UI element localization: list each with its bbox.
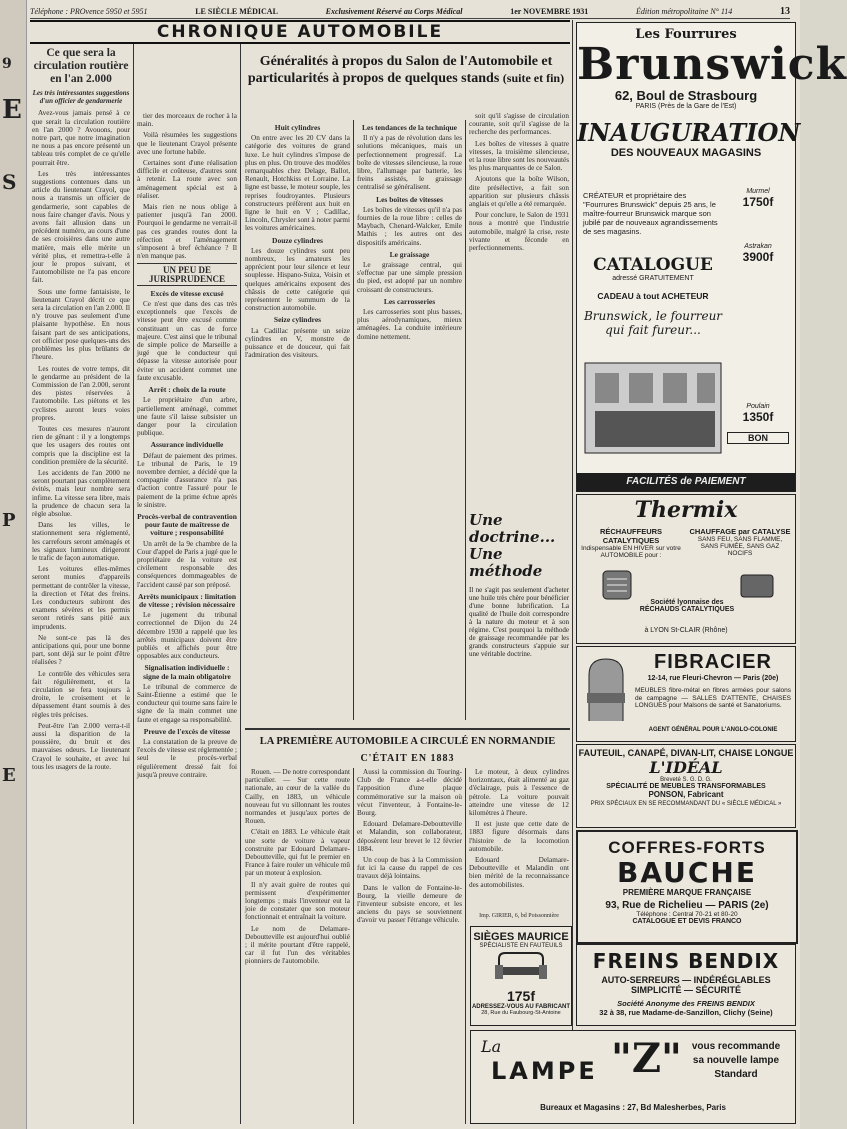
column-rule — [572, 20, 573, 1124]
article-paragraph: Le jugement du tribunal correctionnel de Dijon du 24 décembre 1930 a rappelé que les arrêtés municipaux doivent être publiés et affichés pour être opposables aux conducteurs. — [137, 611, 237, 661]
ideal-brand: L'IDÉAL — [649, 758, 723, 777]
article-paragraph: Le tribunal de commerce de Saint-Étienne a estimé que le conducteur qui tourne sans faire le signe de la main commet une faute et engage sa responsabilité. — [137, 682, 237, 724]
article-paragraph: Il est juste que cette date de 1883 figure désormais dans l'histoire de la locomotion automobile. — [469, 820, 569, 853]
freins-bendix-ad — [576, 944, 796, 1026]
ideal-headline: FAUTEUIL, CANAPÉ, DIVAN-LIT, CHAISE LONGUE — [578, 748, 794, 758]
article-paragraph: Toutes ces mesures n'auront rien de gênant : il y a longtemps que les usagers des routes ont compris que la discipline est la condition première de la sécurité. — [32, 424, 130, 466]
price-label: Astrakan — [744, 243, 772, 250]
article-paragraph: La Cadillac présente un seize cylindres en V, monstre de puissance et de douceur, qui fait l'admiration des visiteurs. — [245, 326, 350, 360]
bottom-article-col1 — [245, 768, 350, 1124]
center-title-suffix: (suite et fin) — [502, 71, 565, 85]
article-paragraph: Ajoutons que la boîte Wilson, dite présélective, a fait son apparition sur plusieurs châssis anglais et qu'elle a été remarquée. — [469, 175, 569, 209]
column-rule — [353, 120, 354, 720]
center-title-text: Généralités à propos du Salon de l'Automobile et particularités à propos de quelques stands — [247, 54, 553, 86]
header-date: 1er NOVEMBRE 1931 — [510, 6, 589, 16]
adjacent-page-edge: 9 E S P E — [0, 0, 27, 1129]
article-paragraph: Les boîtes de vitesses à quatre vitesses, la troisième silencieuse, et la roue libre sont les nouveautés les plus marquantes de ce Salon. — [469, 139, 569, 173]
article-paragraph: Ce n'est que dans des cas très exceptionnels que l'excès de vitesse peut être excusé comme constituant un cas de force majeure. C'est ainsi que le tribunal de simple police de Marseille a jugé que le conducteur qui dépasse la vitesse autorisée pour éviter un accident commet une faute excusable. — [137, 300, 237, 382]
article-paragraph: On entre avec les 20 CV dans la catégorie des voitures de grand luxe. Le huit cylindres s'impose de plus en plus. On trouve des modèles remarquables chez Delage, Ballot, Renault, Hotchkiss et Lorraine. La ligne est basse, le moteur souple, les reprises foudroyantes. Plusieurs constructeurs préfèrent aux huit en ligne le huit en V ; Cadillac, Lincoln, Chrysler sont à noter parmi les voitures américaines. — [245, 134, 350, 233]
lampe-z: "Z" — [611, 1035, 682, 1082]
article-paragraph: Il n'y avait guère de routes qui permissent d'expérimenter longtemps ; mais l'inventeur eut la joie de constater que son moteur fonctionnait et entraînait la voiture. — [245, 880, 350, 922]
brunswick-catalogue-sub: adressé GRATUITEMENT — [612, 275, 694, 282]
section-rule — [245, 728, 570, 730]
brunswick-gift: CADEAU à tout ACHETEUR — [597, 291, 709, 301]
brunswick-line1: Les Fourrures — [635, 27, 737, 42]
armchair-illustration — [491, 949, 551, 983]
column-rule — [133, 44, 134, 1124]
bendix-line1: AUTO-SERREURS — INDÉRÉGLABLES — [601, 975, 771, 985]
article-paragraph: Sous une forme fantaisiste, le lieutenant Crayol décrit ce que sera la circulation en l'an 2.000. Il n'y trouve pas seulement d'une plaisante hypothèse. En nous faisant part de ses anticipations, cet officier pose quelques-uns des problèmes les plus brûlants de l'heure. — [32, 287, 130, 362]
bauche-brand: BAUCHE — [617, 856, 757, 889]
article-paragraph: Le propriétaire d'un arbre, partiellement aménagé, commet une faute s'il laisse subsister un danger pour la circulation publique. — [137, 396, 237, 438]
brunswick-address: 62, Boul de Strasbourg — [614, 88, 758, 103]
article-paragraph: La constatation de la preuve de l'excès de vitesse est réglementée ; seul le procès-verbal régulièrement dressé fait foi jusqu'à preuve contraire. — [137, 738, 237, 779]
brunswick-facilities: FACILITÉS de PAIEMENT — [577, 473, 795, 491]
article-paragraph: Les accidents de l'an 2000 ne seront pourtant pas complètement évités, mais leur nombre sera infime. La vitesse sera libre, mais la prudence de chacun sera la règle absolue. — [32, 468, 130, 518]
article-paragraph: Ne sont-ce pas là des anticipations qui, pour une bonne part, sont déjà sur le point d'être réalisées ? — [32, 633, 130, 667]
ideal-ad — [576, 744, 796, 828]
lampe-line1: vous recommande — [691, 1041, 781, 1052]
thermix-right-title: CHAUFFAGE par CATALYSE — [689, 527, 791, 536]
article-paragraph: Un arrêt de la 9e chambre de la Cour d'appel de Paris a jugé que le propriétaire de la voiture est civilement responsable des conséquences dommageables de l'accident causé par son préposé. — [137, 539, 237, 589]
lampe-line2: sa nouvelle lampe — [692, 1055, 780, 1066]
column-rule — [353, 768, 354, 1124]
center-article-col3 — [469, 112, 569, 512]
article-paragraph: Les très intéressantes suggestions contenues dans un article du lieutenant Crayol, que nous a transmis un officier de gendarmerie, sont capables de nous faire changer d'avis. Nous y avons fait allusion dans un précédent numéro, au cours d'une de ses croisières dans une autre matière, mais elle mérite un vérité plus, et remettra-t-elle à jour le propos suivant, et l'automobiliste ne l'a pas encore fait. — [32, 169, 130, 285]
bauche-phone: Téléphone : Central 70-21 et 80-20 — [636, 911, 738, 918]
sieges-maurice-ad — [470, 926, 572, 1026]
section-heading: Le graissage — [389, 249, 430, 259]
header-phone: Téléphone : PROvence 5950 et 5951 — [30, 6, 148, 16]
fibracier-ad — [576, 646, 796, 742]
wicker-chair-illustration — [583, 655, 629, 725]
brunswick-new-stores: DES NOUVEAUX MAGASINS — [610, 147, 762, 159]
article-paragraph: Voilà résumées les suggestions que le lieutenant Crayol présente avec une fortune habile. — [137, 131, 237, 156]
ideal-tagline: Breveté S. G. D. G. — [660, 777, 712, 783]
article-paragraph: Les carrosseries sont plus basses, plus aérodynamiques, mieux aménagées. La conduite intérieure domine nettement. — [357, 308, 462, 341]
price-label: Poulain — [746, 403, 770, 410]
article-paragraph: Les routes de votre temps, dit le gendarme au président de la Commission de l'an 2.000, seront des pistes réservées à l'automobile. Les piétons et les cyclistes auront leurs voies propres. — [32, 364, 130, 422]
lampe-line3: Standard — [714, 1069, 758, 1080]
article-paragraph: Mais rien ne nous oblige à patienter jusqu'à l'an 2000. Pourquoi le gendarme ne verrait-il pas ces grandes routes dont la réfection et l'aménagement s'imposent à bref échéance ? Il n'en manque pas. — [137, 203, 237, 261]
section-heading: Les boîtes de vitesses — [376, 194, 443, 204]
section-heading: Arrêts municipaux : limitation de vitesse ; révision nécessaire — [137, 591, 237, 609]
section-heading: Huit cylindres — [274, 123, 321, 132]
section-heading: Signalisation individuelle : signe de la main obligatoire — [143, 663, 231, 681]
column-rule — [465, 120, 466, 720]
thermix-brand: Thermix — [634, 497, 738, 523]
header-edition: Édition métropolitaine N° 114 — [635, 6, 733, 16]
article-paragraph: soit qu'il s'agisse de circulation courante, soit qu'il s'agisse de la recherche des performances. — [469, 112, 569, 137]
header-paper: LE SIÈCLE MÉDICAL — [195, 6, 278, 16]
article-paragraph: Certaines sont d'une réalisation difficile et coûteuse, d'autres sont à retenir. La route avec son aménagement spécial est à réaliser. — [137, 159, 237, 200]
bendix-company: Société Anonyme des FREINS BENDIX — [617, 999, 755, 1008]
jurisprudence-heading: UN PEU DE JURISPRUDENCE — [137, 263, 237, 285]
bottom-article-title: LA PREMIÈRE AUTOMOBILE A CIRCULÉ EN NORMANDIE — [259, 736, 556, 747]
article-paragraph: Le graissage central, qui s'effectue par une simple pression du pied, est adopté par un nombre croissant de constructeurs. — [357, 261, 462, 294]
brunswick-coupon: BON — [727, 432, 789, 444]
doctrine-line2: Une méthode — [469, 545, 543, 580]
fibracier-brand: FIBRACIER — [654, 651, 772, 673]
thermix-left-title: RÉCHAUFFEURS CATALYTIQUES — [599, 527, 663, 545]
center-article-title — [245, 53, 567, 87]
article-paragraph: Il n'y a pas de révolution dans les solutions mécaniques, mais un perfectionnement progressif. La boîte de vitesses silencieuse, la roue libre, l'allumage par batterie, les freins assistés, le graissage centralisé se généralisent. — [357, 134, 462, 192]
section-heading: Les tendances de la technique — [361, 123, 457, 132]
article-paragraph: Les boîtes de vitesses qu'il n'a pas fournies de la roue libre : celles de Maybach, Chenard-Walcker, Emile Mathis ; les autres ont des dispositifs américains. — [357, 205, 462, 247]
doctrine-line1: Une doctrine... — [469, 511, 556, 546]
left-article-subtitle: Les très intéressantes suggestions d'un officier de gendarmerie — [32, 89, 130, 106]
price-value: 1350f — [742, 410, 774, 424]
article-paragraph: Dans les villes, le stationnement sera réglementé, les carrefours seront aménagés et les signaux lumineux dirigeront le trafic de façon automatique. — [32, 521, 130, 562]
article-paragraph: Peut-être l'an 2.000 verra-t-il aussi la disparition de la poussière, du bruit et des mauvaises odeurs. Le lieutenant Crayol le souhaite, et avec lui tous les usagers de la route. — [32, 721, 130, 771]
lampe-address: Bureaux et Magasins : 27, Bd Malesherbes, Paris — [540, 1103, 726, 1112]
bendix-title: FREINS BENDIX — [592, 949, 780, 973]
center-article-col2 — [357, 120, 462, 720]
price-value: 3900f — [742, 250, 774, 264]
section-heading: Procès-verbal de contravention pour faute de maîtresse de voiture ; responsabilité — [137, 511, 237, 538]
fibracier-text: MEUBLES fibre-métal en fibres armées pour salons de campagne — SALLES D'ATTENTE, CHAISES LONGUES pour Malsons de santé et Sanatoriums. — [635, 687, 791, 709]
center-article-col1 — [245, 120, 350, 720]
article-paragraph: Rouen. — De notre correspondant particulier. — Sur cette route nationale, au cœur de la vallée du Cailly, en 1883, un véhicule nouveau fut vu sillonnant les routes normandes et jusqu'aux portes de Rouen. — [245, 768, 350, 826]
lampe-la: La — [481, 1037, 502, 1056]
bauche-address: 93, Rue de Richelieu — PARIS (2e) — [605, 900, 769, 911]
store-facade-illustration — [585, 353, 721, 453]
bauche-ad — [576, 830, 798, 944]
bauche-footer: CATALOGUE ET DEVIS FRANCO — [632, 918, 742, 925]
page-number: 13 — [780, 5, 790, 17]
sieges-cta: ADRESSEZ-VOUS AU FABRICANT — [471, 1004, 571, 1010]
article-paragraph: Edouard Delamare-Deboutteville et Malandin ont bien mérité de la reconnaissance des automobilistes. — [469, 856, 569, 889]
column-rule — [465, 768, 466, 1124]
fibracier-address: 12-14, rue Fleuri-Chevron — Paris (20e) — [647, 675, 779, 682]
brunswick-body: CRÉATEUR et propriétaire des "Fourrures Brunswick" depuis 25 ans, le maître-fourreur Brunswick marque son jubilé par de nouveaux agrandissements de ses magasins. — [583, 191, 718, 236]
thermix-left — [581, 527, 681, 559]
article-paragraph: Un coup de bas à la Commission fut ici la cause du rappel de ces travaux déjà lointains. — [357, 856, 462, 881]
printer-line: Imp. GIRIER, 6, bd Poissonnière — [479, 913, 559, 919]
article-paragraph: Les voitures elles-mêmes seront munies d'appareils permettant de contrôler la vitesse, la direction et l'état des freins. Les conducteurs subiront des examens sévères et les permis seront retirés sans pitié aux imprudents. — [32, 565, 130, 631]
lampe-word: LAMPE — [491, 1057, 598, 1085]
lampe-z-ad — [470, 1030, 796, 1124]
brunswick-brand: Brunswick — [577, 39, 847, 90]
brunswick-ad — [576, 22, 847, 492]
sieges-address: 28, Rue du Faubourg-St-Antoine — [481, 1010, 561, 1016]
bendix-address: 32 à 38, rue Madame-de-Sanzillon, Clichy (Seine) — [599, 1008, 773, 1017]
article-paragraph: Pour conclure, le Salon de 1931 nous a montré que l'industrie automobile, malgré la crise, reste vivante et féconde en perfectionnements. — [469, 211, 569, 253]
brunswick-city: PARIS (Près de la Gare de l'Est) — [635, 103, 737, 110]
article-paragraph: C'était en 1883. Le véhicule était une sorte de voiture à vapeur construite par Edouard Delamare-Deboutteville, qui fut le premier en France à faire rouler un véhicule mû par un moteur à explosion. — [245, 828, 350, 878]
brunswick-catalogue: CATALOGUE — [593, 255, 713, 275]
radiator-illustration — [737, 567, 777, 601]
doctrine-ad — [469, 512, 569, 727]
section-heading: Douze cylindres — [272, 235, 323, 245]
brunswick-price3 — [727, 403, 789, 444]
doctrine-text: Il ne s'agit pas seulement d'acheter une huile très chère pour bénéficier d'une bonne lubrification. La qualité de l'huile doit correspondre à la nature du moteur et à son régime. C'est pourquoi la méthode de graissage recommandée par les grands constructeurs s'appuie sur une véritable doctrine. — [469, 586, 569, 658]
bottom-article-col3 — [469, 768, 569, 908]
sieges-price: 175f — [506, 988, 536, 1004]
brunswick-prices — [727, 188, 789, 308]
article-paragraph: Avez-vous jamais pensé à ce que serait la circulation routière en l'an 2000 ? Avouons, pour notre part, que notre imagination ne nous a pas encore présenté un tableau très complet de ce qu'elle pourrait être. — [32, 109, 130, 167]
ideal-maker: PONSON, Fabricant — [648, 790, 724, 799]
left-article-col1 — [32, 44, 130, 1124]
ideal-specialty: SPÉCIALITÉ DE MEUBLES TRANSFORMABLES — [606, 783, 766, 790]
section-heading: Assurance individuelle — [150, 440, 224, 450]
article-paragraph: tier des morceaux de rocher à la main. — [137, 112, 237, 129]
section-heading: Arrêt : choix de la route — [148, 385, 226, 395]
column-rule — [240, 44, 241, 1124]
section-heading: Seize cylindres — [273, 315, 322, 325]
article-paragraph: Aussi la commission du Touring-Club de France a-t-elle décidé l'apposition d'une plaque commémorative sur la maison où vécut l'inventeur, à Fontaine-le-Bourg. — [357, 768, 462, 818]
brunswick-slogan: Brunswick, le fourreur qui fait fureur... — [583, 309, 723, 337]
thermix-company: Société lyonnaise des RÉCHAUDS CATALYTIQUES — [639, 599, 735, 613]
article-paragraph: Le moteur, à deux cylindres horizontaux, était alimenté au gaz d'éclairage, puis à l'essence de pétrole. La voiture pouvait atteindre une vitesse de 12 kilomètres à l'heure. — [469, 768, 569, 818]
article-paragraph: Le contrôle des véhicules sera fait régulièrement, et la circulation se fera toujours à droite, le croisement et le dépassement étant soumis à des règles très précises. — [32, 669, 130, 719]
bendix-line2: SIMPLICITÉ — SÉCURITÉ — [630, 985, 741, 995]
thermix-left-sub: Indispensable EN HIVER sur votre AUTOMOBILE pour : — [581, 545, 681, 559]
fibracier-agent: AGENT GÉNÉRAL POUR L'ANGLO-COLONIE — [648, 727, 778, 733]
section-heading: Preuve de l'excès de vitesse — [143, 726, 231, 736]
thermix-address: à LYON St-CLAIR (Rhône) — [644, 627, 728, 634]
sieges-title: SIÈGES MAURICE — [473, 931, 569, 943]
section-heading: Les carrosseries — [383, 296, 436, 306]
thermix-ad — [576, 494, 796, 644]
article-paragraph: Edouard Delamare-Deboutteville et Malandin, son collaborateur, déposèrent leur brevet le 12 février 1884. — [357, 820, 462, 853]
heater-illustration — [597, 567, 637, 601]
article-paragraph: Dans le vallon de Fontaine-le-Bourg, la vieille demeure de l'inventeur subsiste encore, et les anciens du pays se souviennent d'avoir vu passer l'étrange véhicule. — [357, 883, 462, 925]
price-label: Murmel — [746, 188, 770, 195]
sieges-sub: SPÉCIALISTE EN FAUTEUILS — [479, 943, 563, 949]
bauche-sub: PREMIÈRE MARQUE FRANÇAISE — [622, 888, 752, 897]
bauche-title: COFFRES-FORTS — [608, 838, 766, 857]
section-title: CHRONIQUE AUTOMOBILE — [30, 20, 570, 44]
ideal-footer: PRIX SPÉCIAUX EN SE RECOMMANDANT DU « SIÈCLE MÉDICAL » — [590, 801, 782, 807]
thermix-right — [689, 527, 791, 557]
section-heading: Excès de vitesse excusé — [150, 288, 224, 298]
brunswick-inauguration: INAUGURATION — [577, 118, 801, 147]
article-paragraph: Le nom de Delamare-Deboutteville est aujourd'hui oublié ; il mérite pourtant d'être rappelé, car il fut l'un des véritables pionniers de l'automobile. — [245, 924, 350, 966]
left-article-col2 — [137, 112, 237, 1124]
article-paragraph: Les douze cylindres sont peu nombreux, les amateurs les apprécient pour leur silence et leur souplesse. Hispano-Suiza, Voisin et quelques américains exposent des châssis de cette catégorie qui représentent le summum de la construction automobile. — [245, 246, 350, 313]
thermix-right-sub: SANS FEU, SANS FLAMME, SANS FUMÉE, SANS GAZ NOCIFS — [697, 536, 783, 557]
bottom-article-subtitle: C'ÉTAIT EN 1883 — [360, 753, 455, 764]
header-tagline: Exclusivement Réservé au Corps Médical — [325, 6, 463, 16]
bottom-article-col2 — [357, 768, 462, 1124]
page-header — [30, 4, 790, 19]
price-value: 1750f — [742, 195, 774, 209]
article-paragraph: Défaut de paiement des primes. Le tribunal de Paris, le 19 novembre dernier, a décidé que la compagnie d'assurance n'a pas d'action contre l'assuré pour le paiement de la prime échue après le sinistre. — [137, 451, 237, 509]
left-article-title: Ce que sera la circulation routière en l'an 2.000 — [33, 47, 129, 85]
